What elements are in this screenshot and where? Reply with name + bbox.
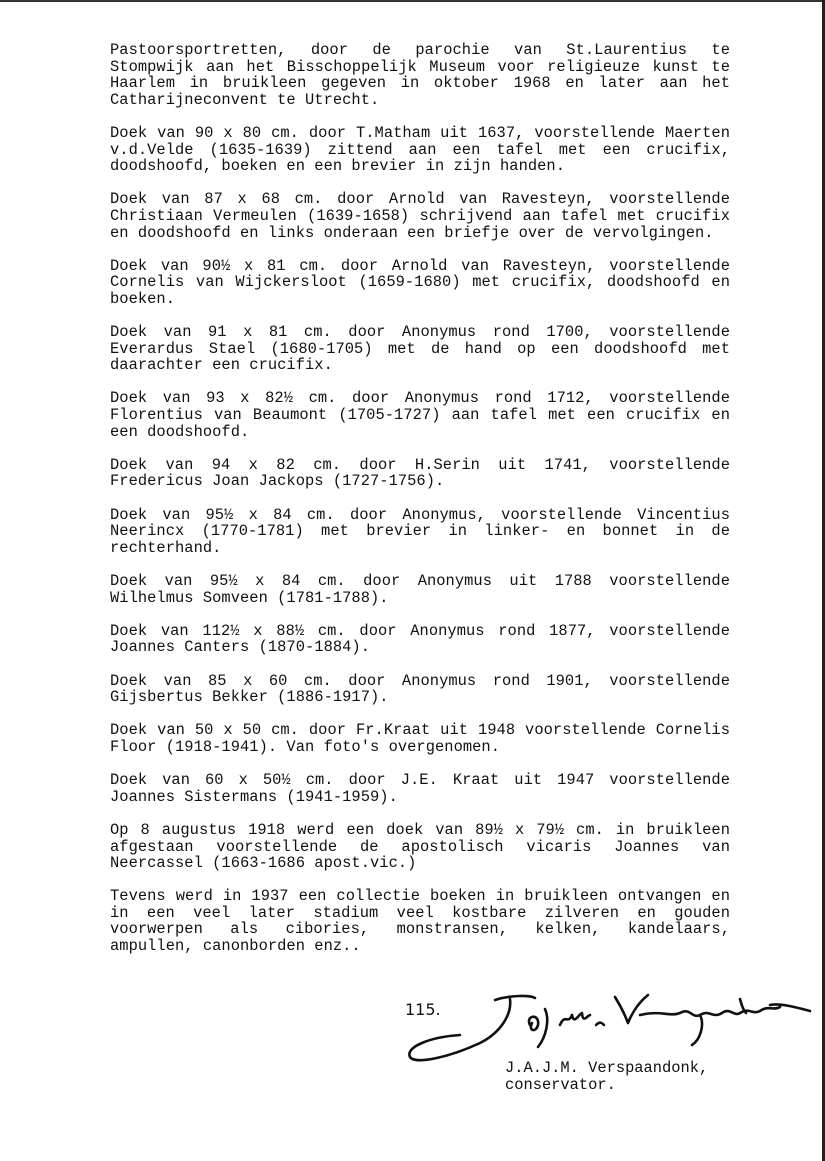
portrait-entry: Doek van 91 x 81 cm. door Anonymus rond 1700, voorstellende Everardus Stael (1680-1705) met de hand op een doodshoofd met daarachter een crucifix. (110, 323, 730, 375)
portrait-entry: Doek van 95½ x 84 cm. door Anonymus, voorstellende Vincentius Neerincx (1770-1781) met brevier in linker- en bonnet in de rechterhand. (110, 505, 730, 557)
portrait-entry: Doek van 90½ x 81 cm. door Arnold van Ravesteyn, voorstellende Cornelis van Wijckersloot (1659-1680) met crucifix, doodshoofd en boeken. (110, 256, 730, 308)
signatory-role: conservator. (505, 1076, 616, 1094)
signatory-name: J.A.J.M. Verspaandonk, (505, 1059, 709, 1077)
page-number: 115. (405, 1000, 441, 1019)
portrait-entry: Doek van 95½ x 84 cm. door Anonymus uit 1788 voorstellende Wilhelmus Somveen (1781-1788). (110, 572, 730, 607)
document-body (110, 42, 730, 971)
intro-paragraph: Pastoorsportretten, door de parochie van St.Laurentius te Stompwijk aan het Bisschoppelijk Museum voor religieuze kunst te Haarlem in bruikleen gegeven in oktober 1968 en later aan het Catharijneconvent te Utrecht. (110, 41, 730, 109)
loan-paragraph: Op 8 augustus 1918 werd een doek van 89½ x 79½ cm. in bruikleen afgestaan voorstellende de apostolisch vicaris Joannes van Neercassel (1663-1686 apost.vic.) (110, 820, 730, 873)
portrait-entry: Doek van 85 x 60 cm. door Anonymus rond 1901, voorstellende Gijsbertus Bekker (1886-1917). (110, 671, 730, 707)
portrait-entry: Doek van 60 x 50½ cm. door J.E. Kraat uit 1947 voorstellende Joannes Sistermans (1941-1959). (110, 771, 730, 806)
scan-edge-top (0, 0, 825, 2)
portrait-entry: Doek van 50 x 50 cm. door Fr.Kraat uit 1948 voorstellende Cornelis Floor (1918-1941). Van foto's overgenomen. (110, 721, 730, 756)
portrait-entry: Doek van 90 x 80 cm. door T.Matham uit 1637, voorstellende Maerten v.d.Velde (1635-1639) zittend aan een tafel met een crucifix, doodshoofd, boeken en een brevier in zijn handen. (110, 123, 730, 176)
portrait-entry: Doek van 112½ x 88½ cm. door Anonymus rond 1877, voorstellende Joannes Canters (1870-1884). (110, 621, 730, 657)
portrait-entry: Doek van 94 x 82 cm. door H.Serin uit 1741, voorstellende Fredericus Joan Jackops (1727-1756). (110, 455, 730, 491)
portrait-entry: Doek van 93 x 82½ cm. door Anonymus rond 1712, voorstellende Florentius van Beaumont (1705-1727) aan tafel met een crucifix en een doodshoofd. (110, 389, 730, 441)
closing-paragraph: Tevens werd in 1937 een collectie boeken in bruikleen ontvangen en in een veel later stadium veel kostbare zilveren en gouden voorwerpen als cibories, monstransen, kelken, kandelaars, ampullen, canonborden enz.. (110, 887, 730, 956)
portrait-entry: Doek van 87 x 68 cm. door Arnold van Ravesteyn, voorstellende Christiaan Vermeulen (1639-1658) schrijvend aan tafel met crucifix en doodshoofd en links onderaan een briefje over de vervolgingen. (110, 190, 730, 242)
